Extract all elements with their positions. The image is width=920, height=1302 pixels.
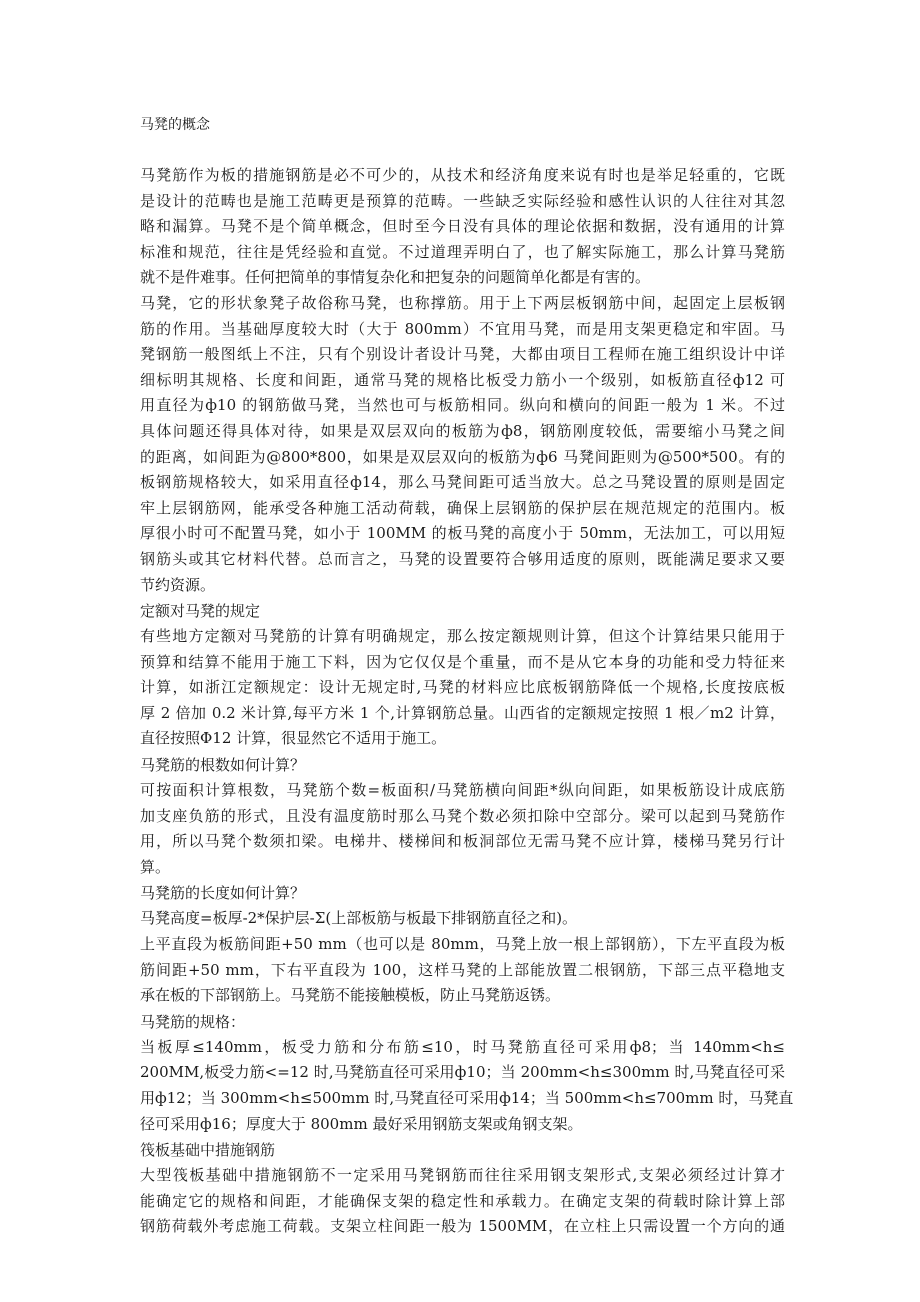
paragraph-line: 马凳高度=板厚-2*保护层-Σ(上部板筋与板最下排钢筋直径之和)。 <box>140 909 578 928</box>
paragraph-line: 节约资源。 <box>140 575 216 594</box>
section-heading: 马凳筋的根数如何计算？ <box>140 756 306 775</box>
paragraph-line: 牢上层钢筋网，能承受各种施工活动荷载，确保上层钢筋的保护层在规范规定的范围内。板 <box>140 498 785 517</box>
paragraph-line: 马凳，它的形状象凳子故俗称马凳，也称撑筋。用于上下两层板钢筋中间，起固定上层板钢 <box>140 293 785 312</box>
section <box>140 752 785 880</box>
paragraph-line: 略和漏算。马凳不是个简单概念，但时至今日没有具体的理论依据和数据，没有通用的计算 <box>140 217 785 236</box>
paragraph-line: 细标明其规格、长度和间距，通常马凳的规格比板受力筋小一个级别，如板筋直径ф12 可 <box>140 370 785 389</box>
paragraph-line: 板钢筋规格较大，如采用直径ф14，那么马凳间距可适当放大。总之马凳设置的原则是固定 <box>140 473 785 492</box>
section <box>140 163 785 291</box>
paragraph-line: 厚很小时可不配置马凳，如小于 100MM 的板马凳的高度小于 50mm，无法加工，可以用短 <box>140 524 785 543</box>
paragraph-line: 是设计的范畴也是施工范畴更是预算的范畴。一些缺乏实际经验和感性认识的人往往对其忽 <box>140 191 785 210</box>
paragraph-line: 径可采用ф16；厚度大于 800mm 最好采用钢筋支架或角钢支架。 <box>140 1114 583 1133</box>
paragraph-line: 当板厚≤140mm，板受力筋和分布筋≤10，时马凳筋直径可采用ф8；当 140mm<h≤ <box>140 1037 785 1056</box>
section <box>140 291 785 598</box>
paragraph-line: 用，所以马凳个数须扣梁。电梯井、楼梯间和板洞部位无需马凳不应计算，楼梯马凳另行计 <box>140 832 785 851</box>
section <box>140 1009 794 1137</box>
paragraph-line: 能确定它的规格和间距，才能确保支架的稳定性和承载力。在确定支架的荷载时除计算上部 <box>140 1191 785 1210</box>
paragraph-line: 筋的作用。当基础厚度较大时（大于 800mm）不宜用马凳，而是用支架更稳定和牢固。马 <box>140 319 785 338</box>
paragraph-line: 钢筋头或其它材料代替。总而言之，马凳的设置要符合够用适度的原则，既能满足要求又要 <box>140 549 785 568</box>
section <box>140 1137 785 1240</box>
paragraph-line: 用ф12；当 300mm<h≤500mm 时,马凳直径可采用ф14；当 500mm<h≤700mm 时，马凳直 <box>140 1089 794 1107</box>
paragraph-line: 有些地方定额对马凳筋的计算有明确规定，那么按定额规则计算，但这个计算结果只能用于 <box>140 627 785 646</box>
paragraph-line: 马凳筋作为板的措施钢筋是必不可少的，从技术和经济角度来说有时也是举足轻重的，它既 <box>140 166 785 184</box>
paragraph-line: 上平直段为板筋间距+50 mm（也可以是 80mm，马凳上放一根上部钢筋），下左平直段为板 <box>140 935 785 954</box>
paragraph-line: 具体问题还得具体对待，如果是双层双向的板筋为ф8，钢筋刚度较低，需要缩小马凳之间 <box>140 421 785 440</box>
document-body <box>140 163 794 1240</box>
paragraph-line: 厚 2 倍加 0.2 米计算,每平方米 1 个,计算钢筋总量。山西省的定额规定按照 1 根／m2 计算， <box>140 703 785 722</box>
section-heading: 马凳筋的规格： <box>140 1012 246 1031</box>
section <box>140 932 785 1009</box>
document-title: 马凳的概念 <box>140 117 210 133</box>
section <box>140 598 785 752</box>
section-heading: 定额对马凳的规定 <box>140 602 261 621</box>
paragraph-line: 标准和规范，往往是凭经验和直觉。不过道理弄明白了，也了解实际施工，那么计算马凳筋 <box>140 242 785 261</box>
paragraph-line: 筋间距+50 mm，下右平直段为 100，这样马凳的上部能放置二根钢筋，下部三点平稳地支 <box>140 960 785 979</box>
paragraph-line: 计算，如浙江定额规定：设计无规定时,马凳的材料应比底板钢筋降低一个规格,长度按底板 <box>140 678 785 697</box>
paragraph-line: 大型筏板基础中措施钢筋不一定采用马凳钢筋而往往采用钢支架形式,支架必须经过计算才 <box>140 1166 785 1185</box>
paragraph-line: 预算和结算不能用于施工下料，因为它仅仅是个重量，而不是从它本身的功能和受力特征来 <box>140 652 785 671</box>
paragraph-line: 凳钢筋一般图纸上不注，只有个别设计者设计马凳，大都由项目工程师在施工组织设计中详 <box>140 345 785 364</box>
section-heading: 马凳筋的长度如何计算？ <box>140 884 306 903</box>
paragraph-line: 的距离，如间距为@800*800，如果是双层双向的板筋为ф6 马凳间距则为@500*500。有的 <box>140 447 785 466</box>
document-page <box>140 112 794 1240</box>
paragraph-line: 承在板的下部钢筋上。马凳筋不能接触模板，防止马凳筋返锈。 <box>140 986 561 1005</box>
paragraph-line: 可按面积计算根数，马凳筋个数=板面积/马凳筋横向间距*纵向间距，如果板筋设计成底筋 <box>140 781 785 800</box>
paragraph-line: 算。 <box>140 857 171 876</box>
section-heading: 筏板基础中措施钢筋 <box>140 1141 276 1160</box>
section <box>140 880 785 932</box>
paragraph-line: 用直径为ф10 的钢筋做马凳，当然也可与板筋相同。纵向和横向的间距一般为 1 米。不过 <box>140 396 785 415</box>
paragraph-line: 就不是件难事。任何把简单的事情复杂化和把复杂的问题简单化都是有害的。 <box>140 268 651 287</box>
paragraph-line: 直径按照Φ12 计算，很显然它不适用于施工。 <box>140 729 447 748</box>
paragraph-line: 钢筋荷载外考虑施工荷载。支架立柱间距一般为 1500MM，在立柱上只需设置一个方向的通 <box>140 1217 785 1236</box>
paragraph-line: 加支座负筋的形式，且没有温度筋时那么马凳个数必须扣除中空部分。梁可以起到马凳筋作 <box>140 806 785 825</box>
paragraph-line: 200MM,板受力筋<=12 时,马凳筋直径可采用ф10；当 200mm<h≤300mm 时,马凳直径可采 <box>140 1063 785 1082</box>
